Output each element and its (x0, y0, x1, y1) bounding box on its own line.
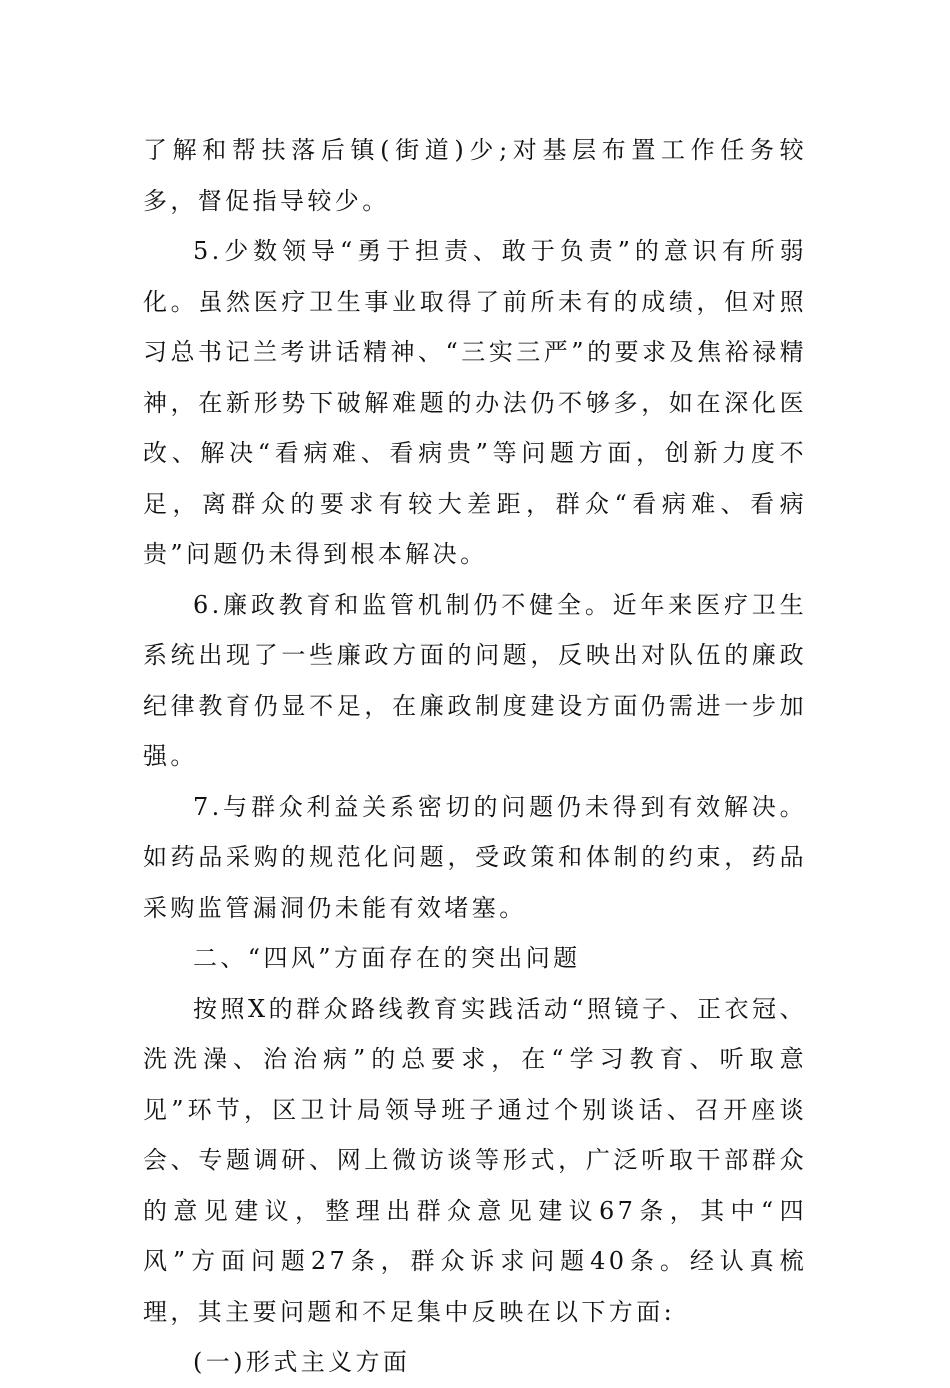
section-heading-2: 二、“四风”方面存在的突出问题 (193, 944, 581, 972)
paragraph-section-intro: 按照X的群众路线教育实践活动“照镜子、正衣冠、洗洗澡、治治病”的总要求，在“学习教育、听取意见”环节，区卫计局领导班子通过个别谈话、召开座谈会、专题调研、网上微访谈等形式，广泛听取干部群众的意见建议，整理出群众意见建议67条，其中“四风”方面问题27条，群众诉求问题40条。经认真梳理，其主要问题和不足集中反映在以下方面: (143, 994, 807, 1326)
paragraph-continuation: 了解和帮扶落后镇(街道)少;对基层布置工作任务较多，督促指导较少。 (143, 136, 807, 215)
paragraph-item-7: 7.与群众利益关系密切的问题仍未得到有效解决。如药品采购的规范化问题，受政策和体制的约束，药品采购监管漏洞仍未能有效堵塞。 (143, 792, 807, 922)
document-body (143, 125, 807, 1388)
paragraph-item-5: 5.少数领导“勇于担责、敢于负责”的意识有所弱化。虽然医疗卫生事业取得了前所未有的成绩，但对照习总书记兰考讲话精神、“三实三严”的要求及焦裕禄精神，在新形势下破解难题的办法仍不够多，如在深化医改、解决“看病难、看病贵”等问题方面，创新力度不足，离群众的要求有较大差距，群众“看病难、看病贵”问题仍未得到根本解决。 (143, 237, 807, 568)
paragraph-item-6: 6.廉政教育和监管机制仍不健全。近年来医疗卫生系统出现了一些廉政方面的问题，反映出对队伍的廉政纪律教育仍显不足，在廉政制度建设方面仍需进一步加强。 (143, 590, 807, 770)
subsection-heading-1: (一)形式主义方面 (193, 1348, 411, 1376)
